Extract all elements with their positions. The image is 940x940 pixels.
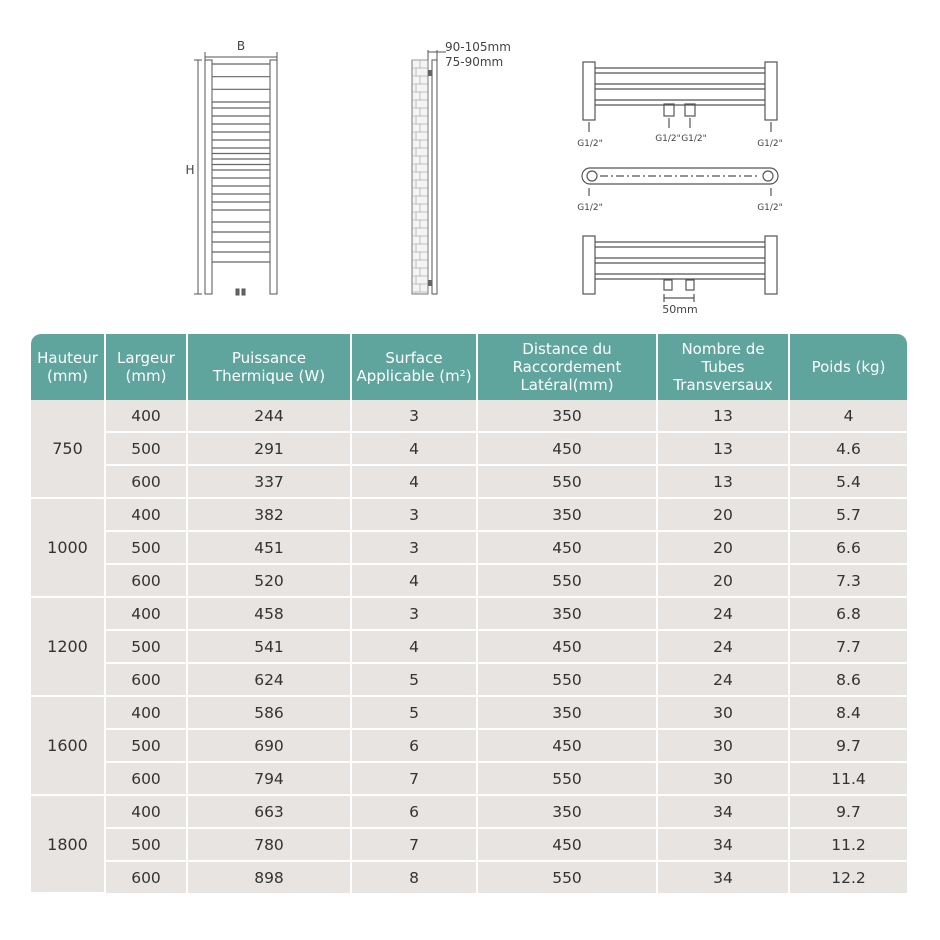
- cell-poids: 7.3: [789, 564, 907, 597]
- cell-largeur: 600: [105, 861, 187, 893]
- cell-tubes: 34: [657, 861, 789, 893]
- table-row: [31, 729, 907, 762]
- cell-distance: 450: [477, 630, 657, 663]
- cell-distance: 350: [477, 400, 657, 432]
- cell-puissance: 663: [187, 795, 351, 828]
- table-row: [31, 400, 907, 432]
- cell-poids: 4.6: [789, 432, 907, 465]
- cell-poids: 5.7: [789, 498, 907, 531]
- table-body: [31, 400, 907, 893]
- cell-hauteur: 1600: [31, 696, 105, 795]
- header-poids: Poids (kg): [789, 334, 907, 400]
- specifications-table: [31, 334, 907, 894]
- table-row: [31, 762, 907, 795]
- cell-tubes: 34: [657, 795, 789, 828]
- table-row: [31, 696, 907, 729]
- cell-surface: 3: [351, 597, 477, 630]
- cell-surface: 4: [351, 630, 477, 663]
- cell-tubes: 13: [657, 432, 789, 465]
- cell-surface: 6: [351, 729, 477, 762]
- cell-surface: 7: [351, 828, 477, 861]
- side-view-diagram: [412, 50, 446, 294]
- cell-poids: 8.6: [789, 663, 907, 696]
- cell-distance: 350: [477, 597, 657, 630]
- cell-puissance: 624: [187, 663, 351, 696]
- cell-puissance: 586: [187, 696, 351, 729]
- cell-hauteur: 1200: [31, 597, 105, 696]
- header-surface: Surface Applicable (m²): [351, 334, 477, 400]
- cell-puissance: 794: [187, 762, 351, 795]
- cell-distance: 450: [477, 828, 657, 861]
- header-tubes: Nombre de Tubes Transversaux: [657, 334, 789, 400]
- cell-puissance: 291: [187, 432, 351, 465]
- cell-largeur: 400: [105, 795, 187, 828]
- cell-distance: 350: [477, 795, 657, 828]
- cell-largeur: 600: [105, 564, 187, 597]
- header-puissance: Puissance Thermique (W): [187, 334, 351, 400]
- cell-poids: 12.2: [789, 861, 907, 893]
- table-row: [31, 795, 907, 828]
- cell-puissance: 337: [187, 465, 351, 498]
- cell-surface: 7: [351, 762, 477, 795]
- cell-distance: 350: [477, 696, 657, 729]
- cell-poids: 11.4: [789, 762, 907, 795]
- cell-tubes: 30: [657, 696, 789, 729]
- cell-largeur: 600: [105, 762, 187, 795]
- cell-poids: 8.4: [789, 696, 907, 729]
- header-largeur: Largeur (mm): [105, 334, 187, 400]
- bottom-spacing-label: 50mm: [662, 303, 698, 316]
- table-row: [31, 861, 907, 893]
- cell-largeur: 400: [105, 696, 187, 729]
- cell-puissance: 898: [187, 861, 351, 893]
- cell-distance: 450: [477, 432, 657, 465]
- cell-poids: 9.7: [789, 795, 907, 828]
- connection-top-mid-right-label: G1/2": [681, 134, 707, 144]
- cell-tubes: 24: [657, 630, 789, 663]
- cell-distance: 550: [477, 465, 657, 498]
- width-label: B: [236, 39, 246, 53]
- cell-poids: 9.7: [789, 729, 907, 762]
- cell-distance: 550: [477, 861, 657, 893]
- cell-surface: 8: [351, 861, 477, 893]
- table-row: [31, 663, 907, 696]
- cell-distance: 550: [477, 663, 657, 696]
- cell-tubes: 30: [657, 762, 789, 795]
- table-row: [31, 498, 907, 531]
- cell-puissance: 382: [187, 498, 351, 531]
- cell-poids: 4: [789, 400, 907, 432]
- table-row: [31, 432, 907, 465]
- cell-distance: 350: [477, 498, 657, 531]
- cell-tubes: 30: [657, 729, 789, 762]
- cell-largeur: 500: [105, 828, 187, 861]
- cell-tubes: 13: [657, 465, 789, 498]
- header-hauteur: Hauteur (mm): [31, 334, 105, 400]
- cell-tubes: 20: [657, 498, 789, 531]
- cell-largeur: 500: [105, 531, 187, 564]
- cell-largeur: 600: [105, 663, 187, 696]
- offset-label-2: 75-90mm: [445, 55, 504, 69]
- cell-largeur: 400: [105, 400, 187, 432]
- cell-surface: 4: [351, 564, 477, 597]
- table-row: [31, 465, 907, 498]
- table-row: [31, 597, 907, 630]
- cell-puissance: 690: [187, 729, 351, 762]
- cell-surface: 3: [351, 400, 477, 432]
- cell-hauteur: 750: [31, 400, 105, 498]
- connection-top-right-label: G1/2": [757, 139, 783, 149]
- cell-surface: 5: [351, 663, 477, 696]
- cell-puissance: 520: [187, 564, 351, 597]
- cell-poids: 5.4: [789, 465, 907, 498]
- cell-poids: 6.6: [789, 531, 907, 564]
- table-row: [31, 564, 907, 597]
- cell-largeur: 500: [105, 432, 187, 465]
- cell-tubes: 20: [657, 564, 789, 597]
- header-distance: Distance du Raccordement Latéral(mm): [477, 334, 657, 400]
- cell-poids: 7.7: [789, 630, 907, 663]
- cell-puissance: 780: [187, 828, 351, 861]
- cell-hauteur: 1000: [31, 498, 105, 597]
- cell-surface: 6: [351, 795, 477, 828]
- cell-puissance: 451: [187, 531, 351, 564]
- front-tube-group: [212, 64, 270, 262]
- table-row: [31, 531, 907, 564]
- cell-puissance: 458: [187, 597, 351, 630]
- cell-distance: 450: [477, 531, 657, 564]
- cell-largeur: 500: [105, 630, 187, 663]
- cell-largeur: 400: [105, 498, 187, 531]
- cell-tubes: 24: [657, 663, 789, 696]
- front-view-diagram: [194, 52, 277, 295]
- height-label: H: [185, 163, 195, 177]
- cell-tubes: 24: [657, 597, 789, 630]
- cell-distance: 550: [477, 762, 657, 795]
- connection-middle-left-label: G1/2": [577, 203, 603, 213]
- connection-top-left-label: G1/2": [577, 139, 603, 149]
- cell-tubes: 13: [657, 400, 789, 432]
- connection-top-diagram: [583, 62, 777, 132]
- cell-largeur: 600: [105, 465, 187, 498]
- cell-surface: 4: [351, 432, 477, 465]
- cell-distance: 450: [477, 729, 657, 762]
- cell-hauteur: 1800: [31, 795, 105, 893]
- table-row: [31, 828, 907, 861]
- table-row: [31, 630, 907, 663]
- cell-surface: 3: [351, 531, 477, 564]
- connection-top-mid-left-label: G1/2": [655, 134, 681, 144]
- connection-middle-diagram: [582, 168, 778, 196]
- offset-label-1: 90-105mm: [445, 40, 511, 54]
- cell-poids: 11.2: [789, 828, 907, 861]
- cell-poids: 6.8: [789, 597, 907, 630]
- cell-largeur: 500: [105, 729, 187, 762]
- cell-tubes: 20: [657, 531, 789, 564]
- cell-puissance: 541: [187, 630, 351, 663]
- cell-largeur: 400: [105, 597, 187, 630]
- technical-diagrams: [0, 0, 940, 330]
- cell-tubes: 34: [657, 828, 789, 861]
- connection-middle-right-label: G1/2": [757, 203, 783, 213]
- cell-surface: 4: [351, 465, 477, 498]
- cell-distance: 550: [477, 564, 657, 597]
- cell-puissance: 244: [187, 400, 351, 432]
- cell-surface: 5: [351, 696, 477, 729]
- connection-bottom-diagram: [583, 236, 777, 302]
- table-header-row: [31, 334, 907, 400]
- cell-surface: 3: [351, 498, 477, 531]
